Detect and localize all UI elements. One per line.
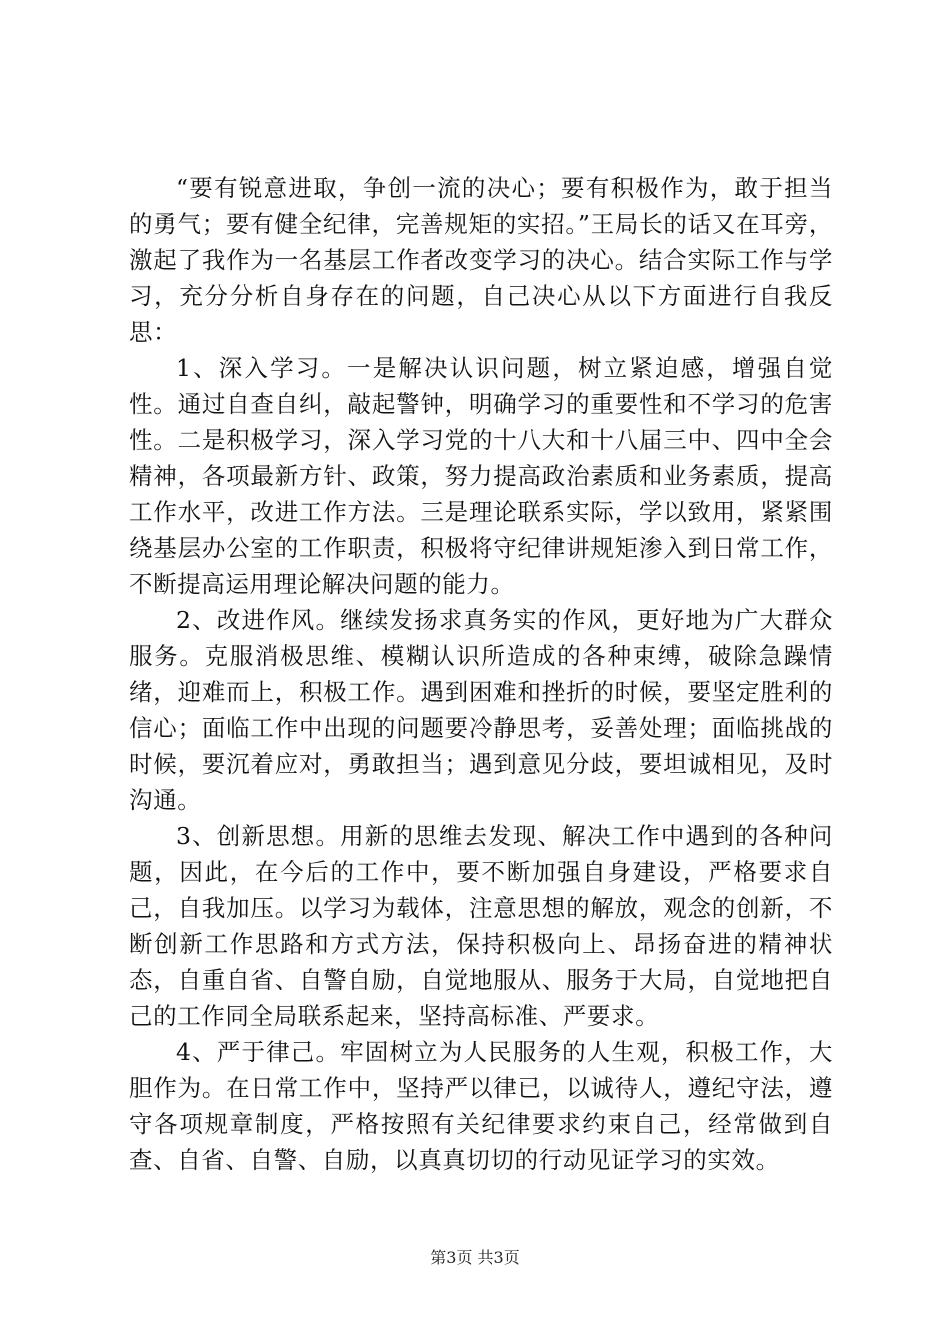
- document-body: [129, 170, 833, 1178]
- section-1-deep-study: 1、深入学习。一是解决认识问题，树立紧迫感，增强自觉性。通过自查自纠，敲起警钟，明确学习的重要性和不学习的危害性。二是积极学习，深入学习党的十八大和十八届三中、四中全会精神，各项最新方针、政策，努力提高政治素质和业务素质，提高工作水平，改进工作方法。三是理论联系实际，学以致用，紧紧围绕基层办公室的工作职责，积极将守纪律讲规矩渗入到日常工作，不断提高运用理论解决问题的能力。: [129, 354, 833, 598]
- page-number-footer: 第3页 共3页: [430, 1248, 520, 1267]
- section-4-self-discipline: 4、严于律己。牢固树立为人民服务的人生观，积极工作，大胆作为。在日常工作中，坚持严以律已，以诚待人，遵纪守法，遵守各项规章制度，严格按照有关纪律要求约束自己，经常做到自查、自省、自警、自励，以真真切切的行动见证学习的实效。: [129, 1038, 833, 1174]
- intro-paragraph: “要有锐意进取，争创一流的决心；要有积极作为，敢于担当的勇气；要有健全纪律，完善规矩的实招。”王局长的话又在耳旁，激起了我作为一名基层工作者改变学习的决心。结合实际工作与学习，充分分析自身存在的问题，自己决心从以下方面进行自我反思：: [129, 174, 833, 346]
- section-2-improve-style: 2、改进作风。继续发扬求真务实的作风，更好地为广大群众服务。克服消极思维、模糊认识所造成的各种束缚，破除急躁情绪，迎难而上，积极工作。遇到困难和挫折的时候，要坚定胜利的信心；面临工作中出现的问题要冷静思考，妥善处理；面临挑战的时候，要沉着应对，勇敢担当；遇到意见分歧，要坦诚相见，及时沟通。: [129, 606, 833, 814]
- section-3-innovate-thinking: 3、创新思想。用新的思维去发现、解决工作中遇到的各种问题，因此，在今后的工作中，要不断加强自身建设，严格要求自己，自我加压。以学习为载体，注意思想的解放，观念的创新，不断创新工作思路和方式方法，保持积极向上、昂扬奋进的精神状态，自重自省、自警自励，自觉地服从、服务于大局，自觉地把自己的工作同全局联系起来，坚持高标准、严要求。: [129, 822, 833, 1030]
